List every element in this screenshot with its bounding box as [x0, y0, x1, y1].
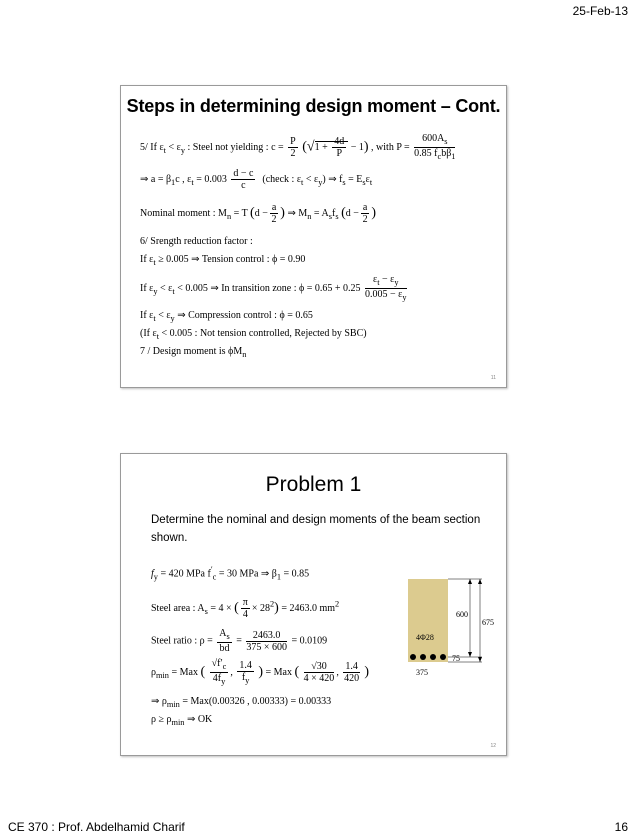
rebar-label: 4Φ28	[416, 633, 434, 642]
min-ratio-equation: $\rho_{min}$ = Max ( $\frac{√f'_c}{4f_y}$ , $\frac{1.4}{f_y}$ ) = Max ( $\frac{√30}{4 \times 420}$ , $\frac{1.4}{420}$ )	[151, 658, 369, 686]
material-properties: $f_y = 420$ MPa $f'_c = 30$ MPa ⇒ $\beta_1 = 0.85$	[151, 565, 310, 582]
slide-11	[120, 85, 507, 388]
equation-nominal-moment: Nominal moment : $M_n = T$ (d − $\frac{a}{2}$ ) ⇒ $M_n = A_sf_s$ (d − $\frac{a}{2}$ )	[140, 202, 376, 225]
dim-600: 600	[456, 610, 468, 619]
dim-75: 75	[452, 654, 460, 663]
dim-375: 375	[416, 668, 428, 677]
slide-number: 11	[490, 375, 496, 381]
slide-number: 12	[490, 743, 496, 749]
slide-title: Steps in determining design moment – Cont.	[126, 96, 501, 116]
ratio-check: $\rho \ge \rho_{min}$ ⇒ OK	[151, 714, 213, 727]
steel-ratio-equation: Steel ratio : ρ = $\frac{A_s}{bd}$ = $\frac{2463.0}{375 \times 600}$ = 0.0109	[151, 628, 328, 654]
equation-depth: ⇒ $a = \beta_1c$ , $\varepsilon_t = 0.003$ $\frac{d - c}{c}$ (check : $\varepsilon_t < \varepsilon_y$) ⇒ $f_s = E_s\varepsilon_t$	[140, 168, 373, 191]
header-date: 25-Feb-13	[572, 4, 628, 18]
tension-control-line: If $\varepsilon_t \ge 0.005$ ⇒ Tension control : ϕ = 0.90	[140, 254, 306, 267]
slide-title: Problem 1	[265, 473, 362, 496]
step7-design-moment: 7 / Design moment is $\phi M_n$	[140, 346, 247, 359]
rejection-note: (If $\varepsilon_t < 0.005$ : Not tension controlled, Rejected by SBC)	[140, 328, 367, 341]
dim-675: 675	[482, 618, 494, 627]
problem-description: Determine the nominal and design moments of the beam section shown.	[151, 514, 481, 544]
steel-area-equation: Steel area : $A_s = 4$ × ( $\frac{\pi}{4}$ × $28^2) = 2463.0$ $mm^2$	[151, 597, 340, 620]
compression-control-line: If $\varepsilon_t < \varepsilon_y$ ⇒ Compression control : ϕ = 0.65	[140, 310, 313, 323]
equation-step5: 5/ If $\varepsilon_t < \varepsilon_y$ : Steel not yielding : c = $\frac{P}{2}$ (√1 + $\frac{4d}{P}$ − 1) , with P = $\frac{600A_s}{0.85 f_cb\beta_1}$	[140, 133, 456, 161]
footer-page-number: 16	[614, 820, 628, 834]
step6-heading: 6/ Srength reduction factor :	[140, 236, 253, 247]
transition-zone-line: If $\varepsilon_y < \varepsilon_t < 0.005$ ⇒ In transition zone : ϕ = 0.65 + 0.25 $\frac{\varepsilon_t - \varepsilon_y}{0.005 - \varepsilon_y}$	[140, 274, 407, 302]
min-ratio-result: ⇒ $\rho_{min} = Max(0.00326$ , 0.00333) = 0.00333	[151, 696, 332, 709]
dimension-lines	[400, 570, 490, 680]
footer-course: CE 370 : Prof. Abdelhamid Charif	[8, 820, 185, 834]
